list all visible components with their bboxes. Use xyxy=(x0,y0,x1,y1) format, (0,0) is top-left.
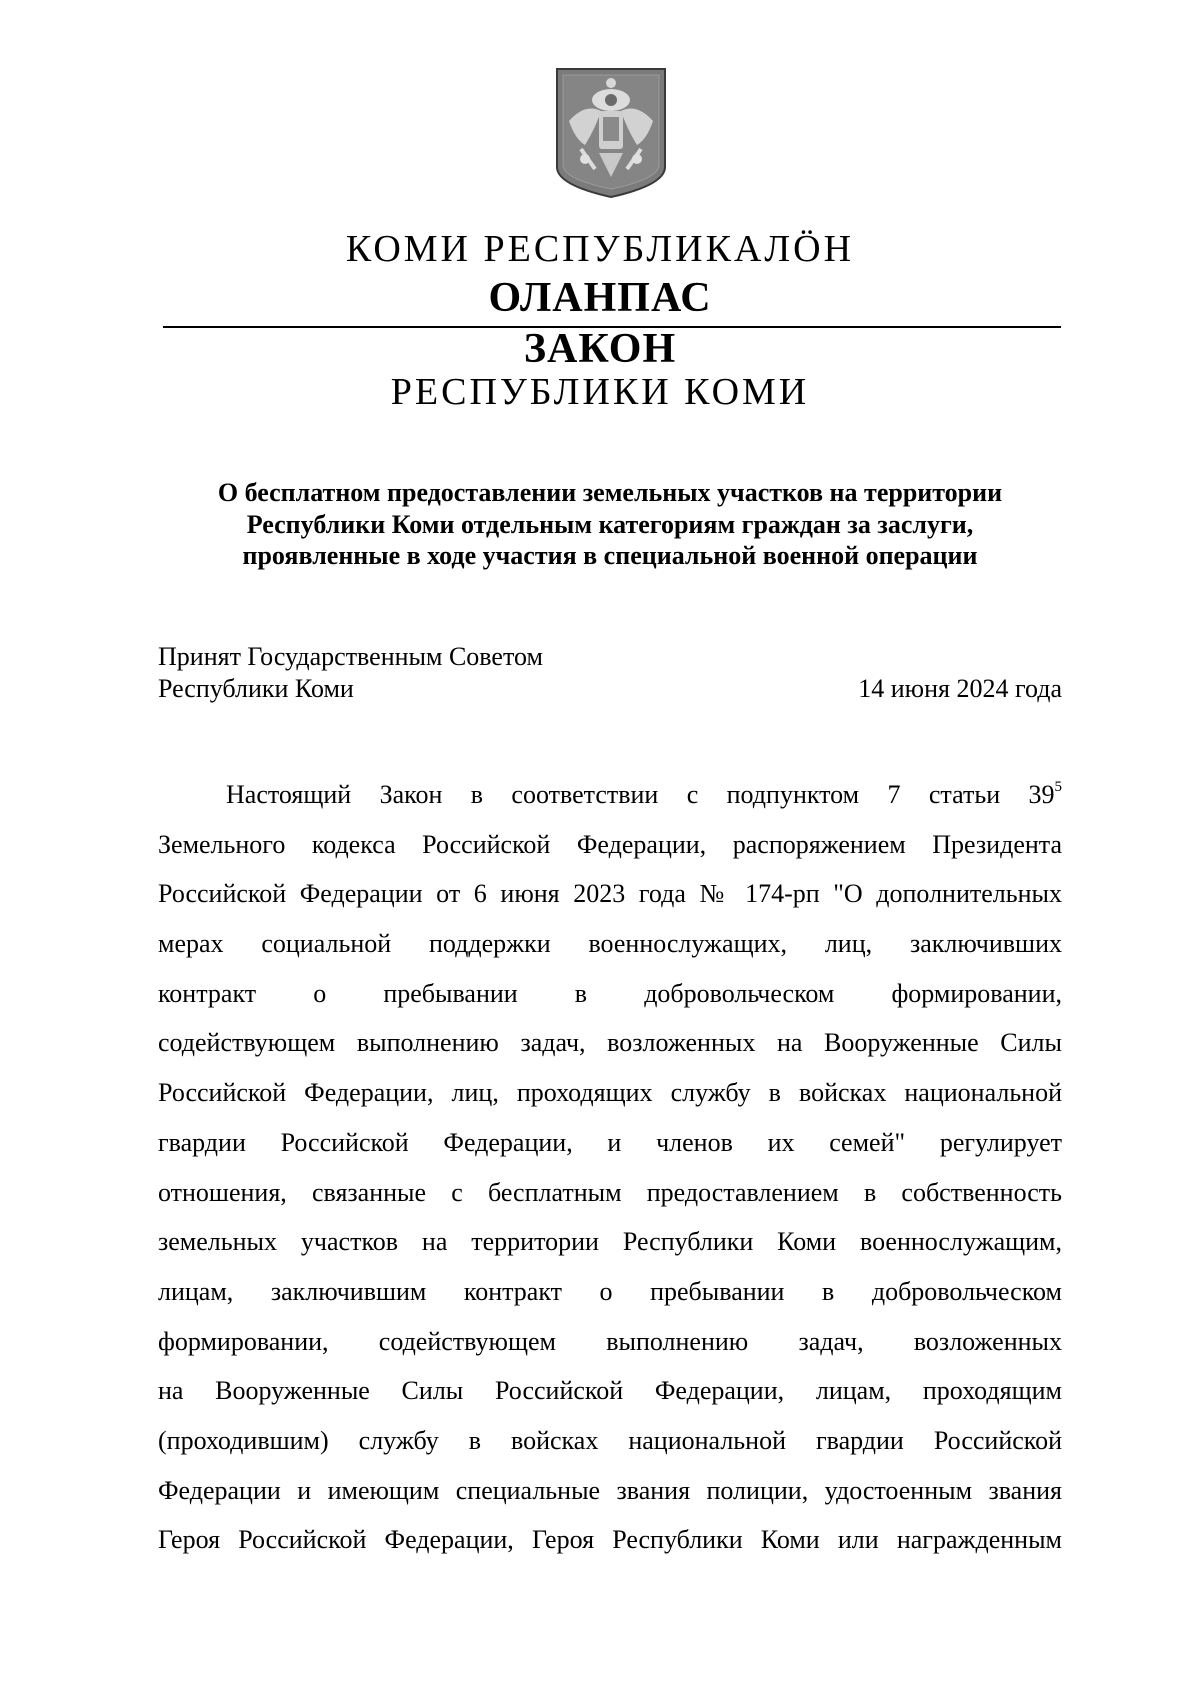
title-line: Республики Коми отдельным категориям граждан за заслуги, xyxy=(246,509,974,539)
title-line: проявленные в ходе участия в специальной военной операции xyxy=(242,541,978,570)
body-line: гвардии Российской Федерации, и членов их семей" регулирует xyxy=(158,1127,1062,1157)
body-line: земельных участков на территории Республики Коми военнослужащим, xyxy=(158,1227,1062,1257)
body-line: отношения, связанные с бесплатным предоставлением в собственность xyxy=(158,1177,1062,1207)
adoption-date: 14 июня 2024 года xyxy=(858,674,1062,703)
body-line: Федерации и имеющим специальные звания полиции, удостоенным звания xyxy=(158,1475,1062,1505)
adopted-by-line: Республики Коми xyxy=(158,674,354,703)
law-title xyxy=(150,477,1070,572)
body-line: содействующем выполнению задач, возложенных на Вооруженные Силы xyxy=(158,1028,1062,1058)
body-line: Земельного кодекса Российской Федерации, распоряжением Президента xyxy=(158,829,1062,859)
republic-komi-name: РЕСПУБЛИКИ КОМИ xyxy=(390,371,810,413)
body-line: (проходившим) службу в войсках национальной гвардии Российской xyxy=(158,1425,1062,1455)
olanpas-heading: ОЛАНПАС xyxy=(488,275,712,321)
article-superscript: 5 xyxy=(1054,779,1062,795)
zakon-heading: ЗАКОН xyxy=(523,326,677,372)
body-line: контракт о пребывании в добровольческом формировании, xyxy=(158,978,1062,1008)
body-line: Героя Российской Федерации, Героя Республики Коми или награжденным xyxy=(158,1525,1062,1555)
komi-republic-name: КОМИ РЕСПУБЛИКАЛӦН xyxy=(345,228,855,270)
title-line: О бесплатном предоставлении земельных участков на территории xyxy=(217,478,1003,507)
coat-of-arms-icon xyxy=(555,67,667,199)
adopted-by-line: Принят Государственным Советом xyxy=(158,642,543,671)
adoption-note xyxy=(158,641,543,705)
body-line: лицам, заключившим контракт о пребывании в добровольческом xyxy=(158,1276,1062,1306)
law-body xyxy=(158,770,1062,1565)
body-line: мерах социальной поддержки военнослужащих, лиц, заключивших xyxy=(158,929,1062,959)
body-line: Российской Федерации, лиц, проходящих службу в войсках национальной xyxy=(158,1078,1062,1108)
body-line: формировании, содействующем выполнению задач, возложенных xyxy=(158,1326,1062,1356)
body-line: на Вооруженные Силы Российской Федерации, лицам, проходящим xyxy=(158,1376,1062,1406)
body-line: Российской Федерации от 6 июня 2023 года № 174-рп "О дополнительных xyxy=(158,879,1062,909)
body-line xyxy=(158,770,1062,820)
body-first-line-text: Настоящий Закон в соответствии с подпунктом 7 статьи 39 xyxy=(226,780,1055,809)
